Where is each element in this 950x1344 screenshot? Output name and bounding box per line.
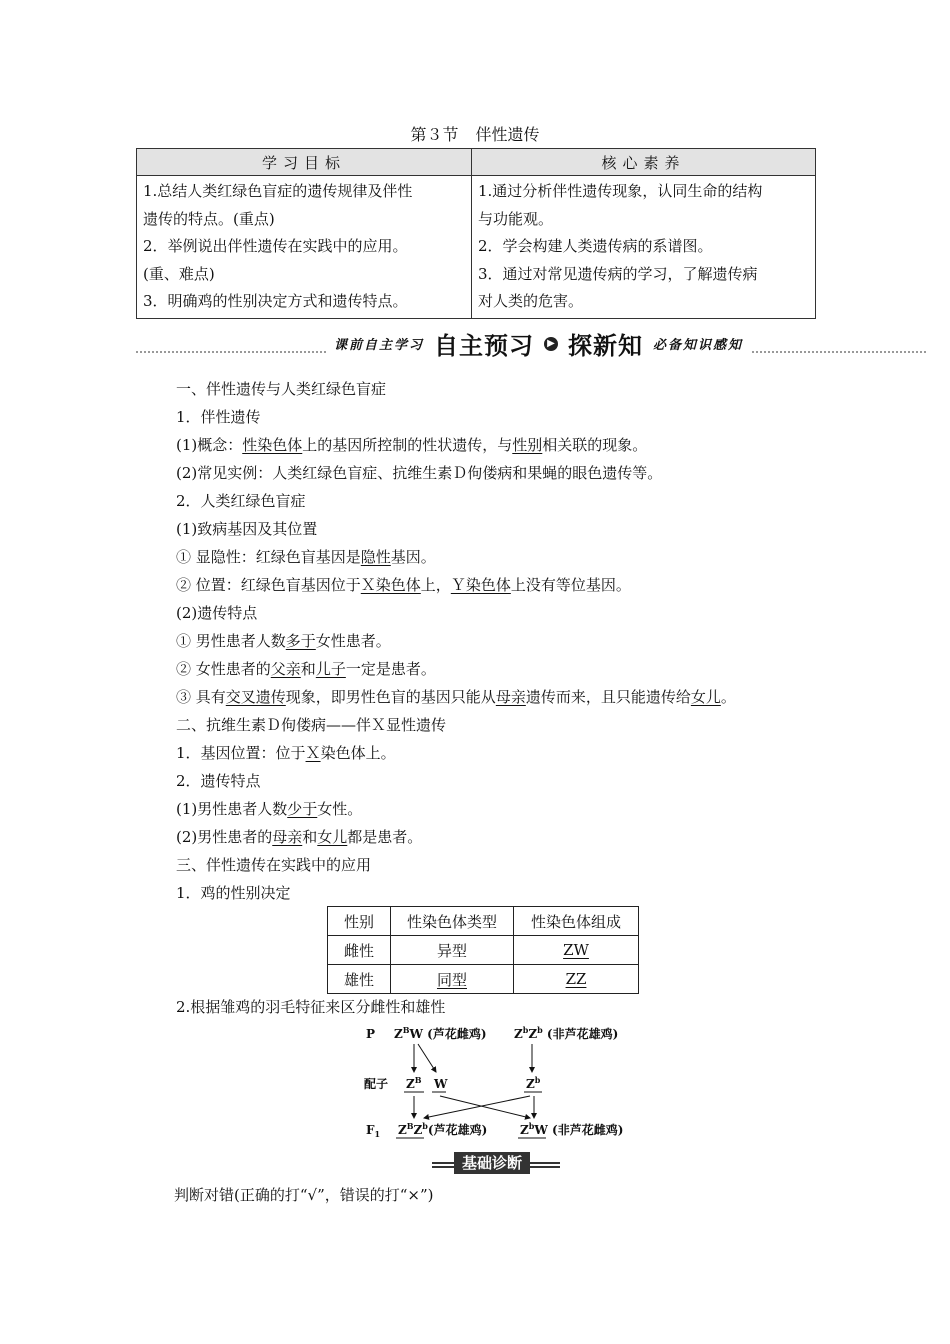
banner-small-left: 课前自主学习 <box>334 338 425 353</box>
parent-female: $Z^BW$ (芦花雌鸡) <box>394 1025 487 1041</box>
diagnosis-label: 基础诊断 <box>454 1152 530 1174</box>
table-cell: 异型 <box>391 936 514 965</box>
banner-small-right: 必备知识感知 <box>653 338 744 353</box>
literacy-line: 对人类的危害。 <box>478 292 584 310</box>
gamete-zb-male: $Z^b$ <box>526 1075 541 1091</box>
answer-blank: 隐性 <box>360 548 391 566</box>
answer-blank: 多于 <box>285 632 316 650</box>
literacy-line: 2．学会构建人类遗传病的系谱图。 <box>478 237 713 255</box>
feature-line: (2)男性患者的母亲和女儿都是患者。 <box>176 828 423 846</box>
goals-header: 学习目标 <box>137 149 472 176</box>
answer-blank: 女儿 <box>317 828 348 846</box>
table-header: 性染色体组成 <box>514 907 639 936</box>
gamete-w: W <box>434 1077 448 1091</box>
answer-blank: 性别 <box>512 436 543 454</box>
answer-blank: 儿子 <box>315 660 346 678</box>
examples-line: (2)常见实例：人类红绿色盲症、抗维生素Ｄ佝偻病和果蝇的眼色遗传等。 <box>176 464 663 482</box>
goal-line: 1.总结人类红绿色盲症的遗传规律及伴性 <box>143 182 413 200</box>
diagnosis-title <box>432 1152 560 1174</box>
subheading: 2．人类红绿色盲症 <box>176 492 306 510</box>
banner-title-2: 探新知 <box>568 332 644 360</box>
concept-line: (1)概念：性染色体上的基因所控制的性状遗传，与性别相关联的现象。 <box>176 436 648 454</box>
position-line: ② 位置：红绿色盲基因位于Ｘ染色体上，Ｙ染色体上没有等位基因。 <box>176 576 631 594</box>
subheading: (2)遗传特点 <box>176 604 258 622</box>
arrow <box>418 1044 436 1072</box>
table-cell: 雌性 <box>328 936 391 965</box>
gamete-label: 配子 <box>364 1077 389 1091</box>
heading-2: 二、抗维生素Ｄ佝偻病——伴Ｘ显性遗传 <box>176 716 447 734</box>
gamete-zb: $Z^B$ <box>406 1075 422 1091</box>
judge-instruction: 判断对错(正确的打“√”，错误的打“×”) <box>174 1186 434 1204</box>
literacy-line: 1.通过分析伴性遗传现象，认同生命的结构 <box>478 182 763 200</box>
parent-label: P <box>366 1027 376 1041</box>
banner-title-1: 自主预习 <box>434 332 535 360</box>
parent-male: $Z^bZ^b$ (非芦花雄鸡) <box>514 1025 619 1041</box>
table-header: 性别 <box>328 907 391 936</box>
arrow-icon: ▶ <box>544 337 558 351</box>
goal-line: (重、难点) <box>143 264 215 283</box>
subheading: 1．鸡的性别决定 <box>176 884 291 902</box>
feature-line: ① 男性患者人数多于女性患者。 <box>176 632 391 650</box>
answer-blank: 性染色体 <box>242 436 303 454</box>
goal-line: 3．明确鸡的性别决定方式和遗传特点。 <box>143 292 408 310</box>
f1-label: $F_1$ <box>366 1123 381 1139</box>
answer-blank: 同型 <box>391 965 514 994</box>
table-header: 性染色体类型 <box>391 907 514 936</box>
location-line: 1．基因位置：位于Ｘ染色体上。 <box>176 744 396 762</box>
table-row <box>328 965 639 994</box>
subheading: (1)致病基因及其位置 <box>176 520 318 538</box>
heading-1: 一、伴性遗传与人类红绿色盲症 <box>176 380 387 398</box>
literacy-line: 与功能观。 <box>478 209 554 228</box>
answer-blank: 交叉遗传 <box>225 688 286 706</box>
offspring-female: $Z^bW$ (非芦花雌鸡) <box>520 1121 624 1137</box>
section-title <box>0 122 950 145</box>
table-row <box>328 936 639 965</box>
table-cell: 雄性 <box>328 965 391 994</box>
literacy-cell <box>472 176 816 319</box>
answer-blank: ZW <box>514 936 639 965</box>
feature-line: (1)男性患者人数少于女性。 <box>176 800 363 818</box>
answer-blank: 父亲 <box>270 660 301 678</box>
feature-line: ② 女性患者的父亲和儿子一定是患者。 <box>176 660 436 678</box>
goals-table <box>136 148 816 319</box>
subheading: 1．伴性遗传 <box>176 408 261 426</box>
section-number: 第３节 <box>410 125 459 144</box>
subheading: 2.根据雏鸡的羽毛特征来区分雌性和雄性 <box>176 998 446 1016</box>
recessive-line: ① 显隐性：红绿色盲基因是隐性基因。 <box>176 548 436 566</box>
answer-blank: Ｘ染色体 <box>360 576 421 594</box>
goals-cell <box>137 176 472 319</box>
literacy-header: 核心素养 <box>472 149 816 176</box>
answer-blank: 母亲 <box>272 828 303 846</box>
answer-blank: 女儿 <box>690 688 721 706</box>
literacy-line: 3．通过对常见遗传病的学习，了解遗传病 <box>478 264 758 283</box>
section-banner <box>136 326 926 360</box>
feature-line: ③ 具有交叉遗传现象，即男性色盲的基因只能从母亲遗传而来，且只能遗传给女儿。 <box>176 688 736 706</box>
section-name: 伴性遗传 <box>475 125 540 144</box>
answer-blank: ZZ <box>514 965 639 994</box>
cross-diagram <box>360 1024 640 1142</box>
arrow <box>424 1096 530 1118</box>
answer-blank: 少于 <box>287 800 318 818</box>
answer-blank: Ｙ染色体 <box>450 576 511 594</box>
subheading: 2．遗传特点 <box>176 772 261 790</box>
goal-line: 遗传的特点。(重点) <box>143 209 275 228</box>
heading-3: 三、伴性遗传在实践中的应用 <box>176 856 372 874</box>
offspring-male: $Z^BZ^b$(芦花雄鸡) <box>398 1121 488 1137</box>
goal-line: 2．举例说出伴性遗传在实践中的应用。 <box>143 237 408 255</box>
sex-determination-table <box>327 906 639 994</box>
answer-blank: 母亲 <box>495 688 526 706</box>
answer-blank: Ｘ <box>305 744 321 762</box>
